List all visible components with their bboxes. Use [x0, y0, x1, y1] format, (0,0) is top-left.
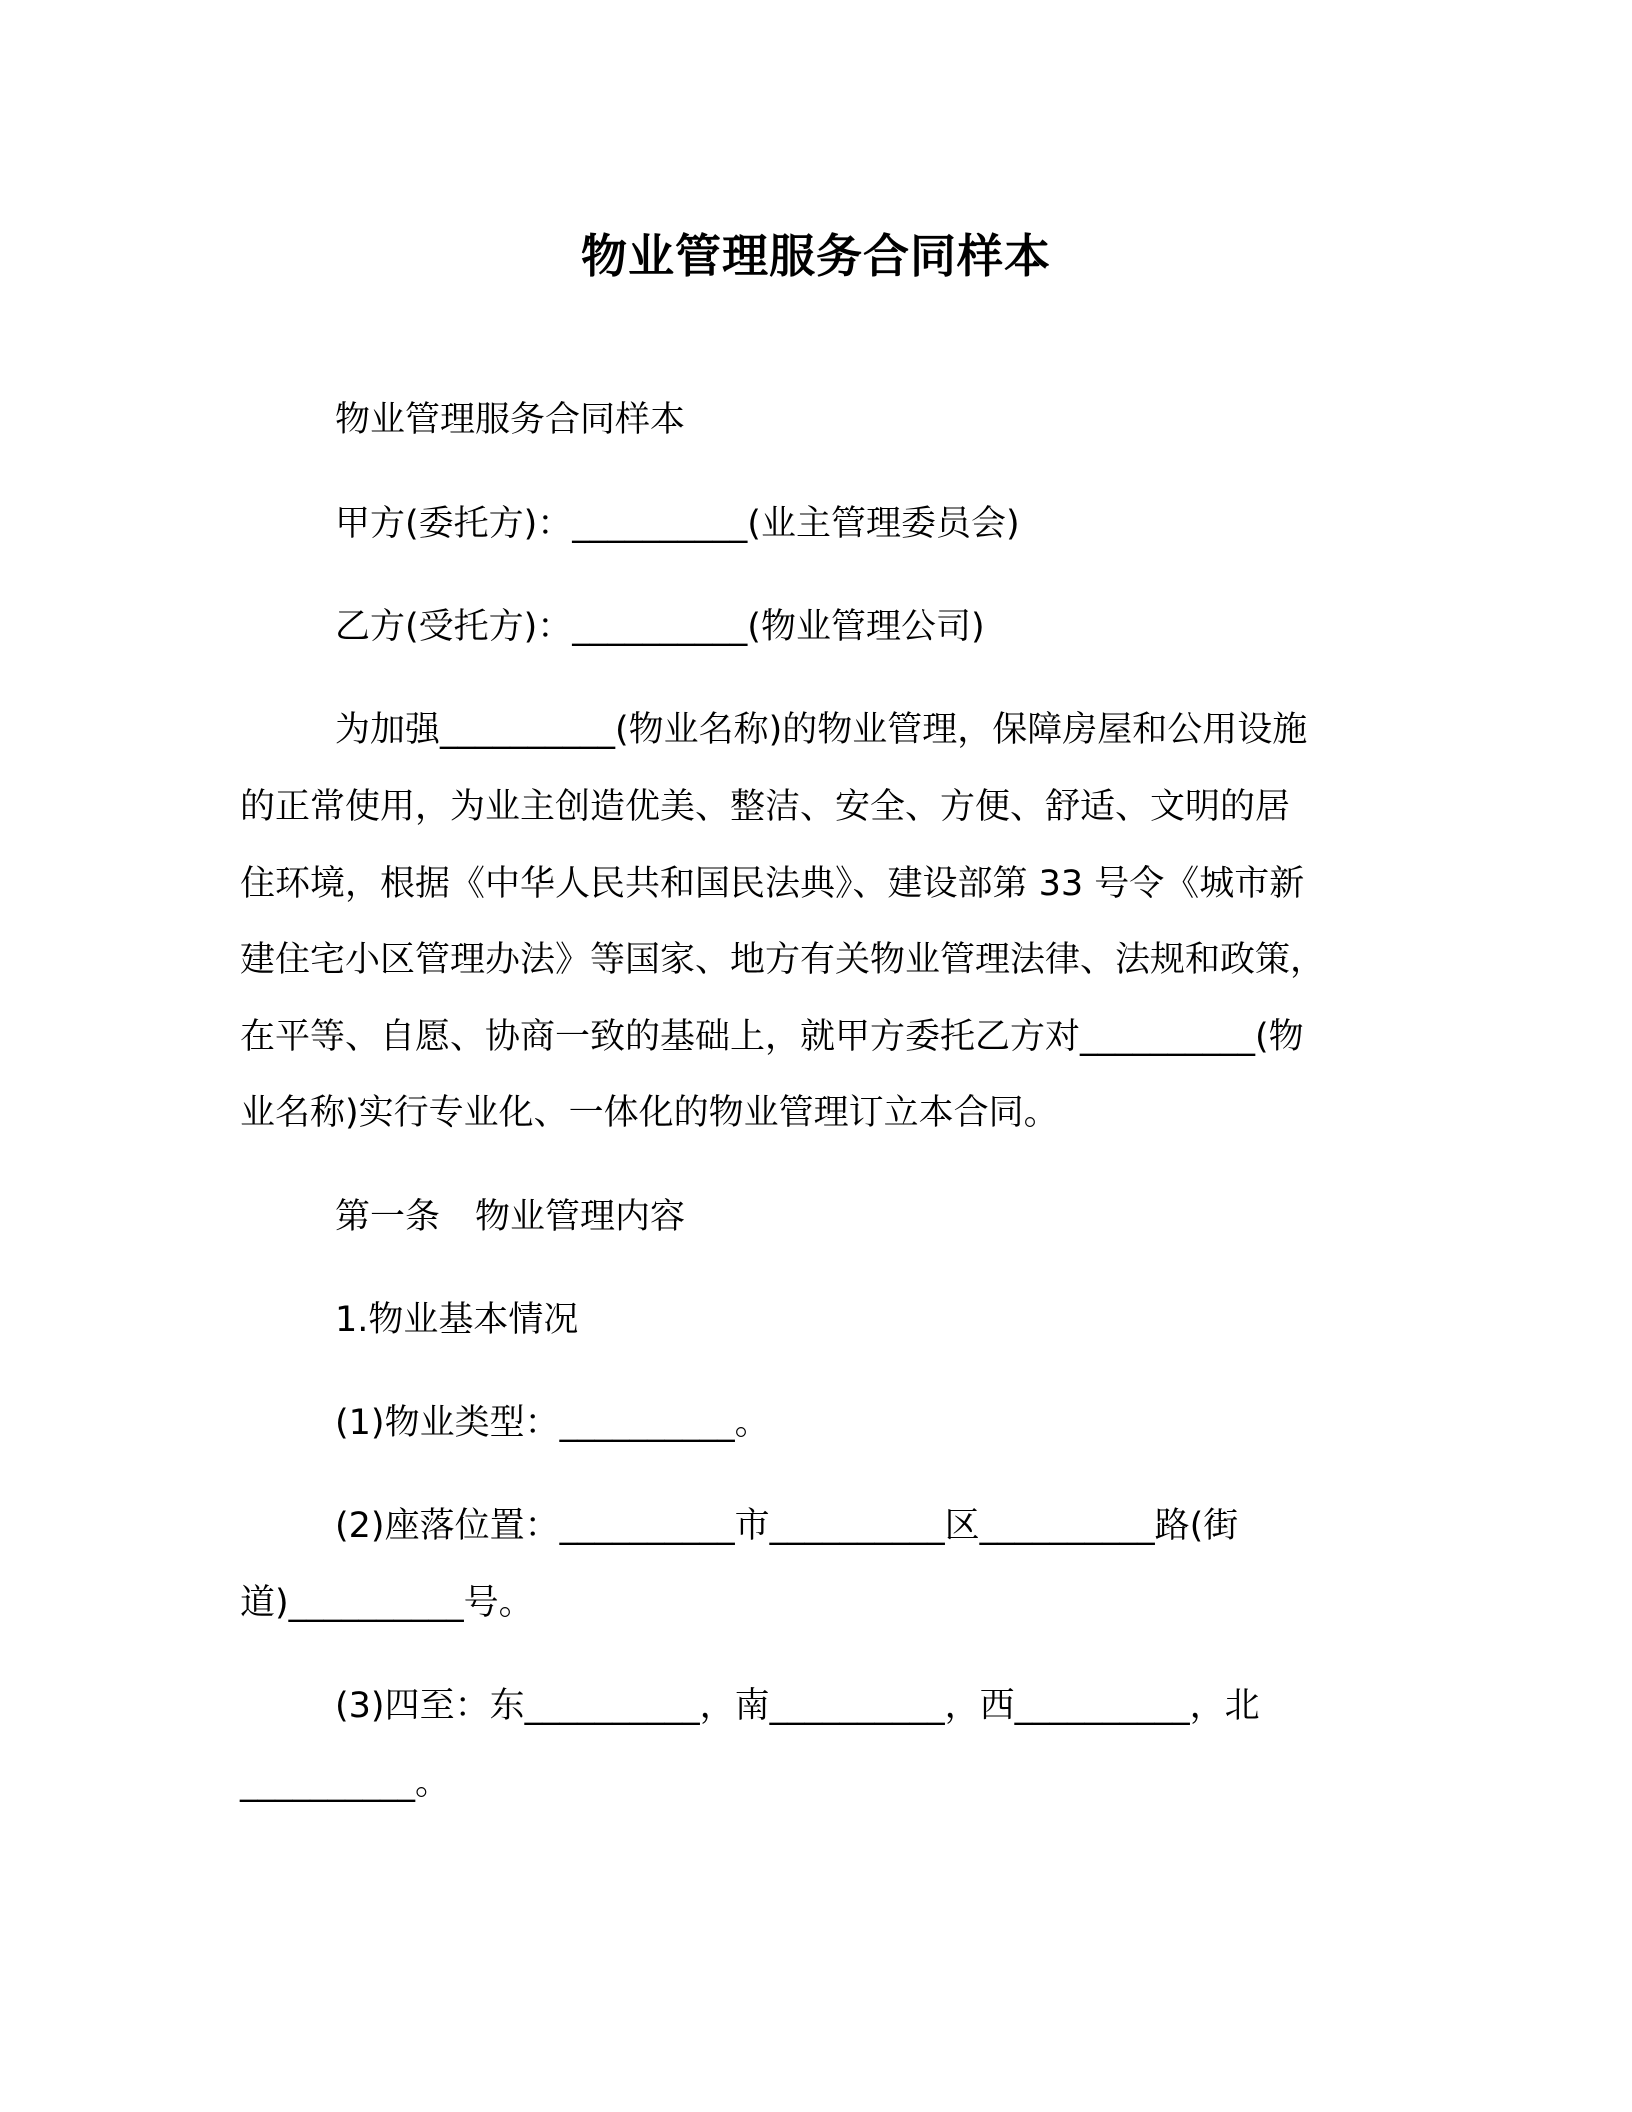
article-1-heading: 第一条 物业管理内容: [335, 1197, 686, 1237]
preamble-line-4: 建住宅小区管理办法》等国家、地方有关物业管理法律、法规和政策，: [240, 940, 1326, 980]
document-title: 物业管理服务合同样本: [581, 229, 1051, 283]
preamble-line-2: 的正常使用，为业主创造优美、整洁、安全、方便、舒适、文明的居: [240, 787, 1291, 827]
boundaries-line-1: (3)四至：东__________，南__________，西__________，北: [335, 1686, 1260, 1726]
preamble-line-6: 业名称)实行专业化、一体化的物业管理订立本合同。: [240, 1093, 1059, 1133]
location-line-2: 道)__________号。: [240, 1583, 534, 1623]
boundaries-line-2: __________。: [240, 1763, 451, 1803]
subtitle-line: 物业管理服务合同样本: [335, 400, 686, 440]
party-b-line: 乙方(受托方)：__________(物业管理公司): [335, 607, 985, 647]
property-type-line: (1)物业类型：__________。: [335, 1403, 770, 1443]
preamble-line-1: 为加强__________(物业名称)的物业管理，保障房屋和公用设施: [335, 710, 1308, 750]
location-line-1: (2)座落位置：__________市__________区__________路(街: [335, 1506, 1239, 1546]
section-1-heading: 1.物业基本情况: [335, 1300, 579, 1340]
preamble-line-5: 在平等、自愿、协商一致的基础上，就甲方委托乙方对__________(物: [240, 1017, 1304, 1057]
party-a-line: 甲方(委托方)：__________(业主管理委员会): [335, 504, 1020, 544]
preamble-line-3: 住环境，根据《中华人民共和国民法典》、建设部第 33 号令《城市新: [240, 864, 1305, 904]
